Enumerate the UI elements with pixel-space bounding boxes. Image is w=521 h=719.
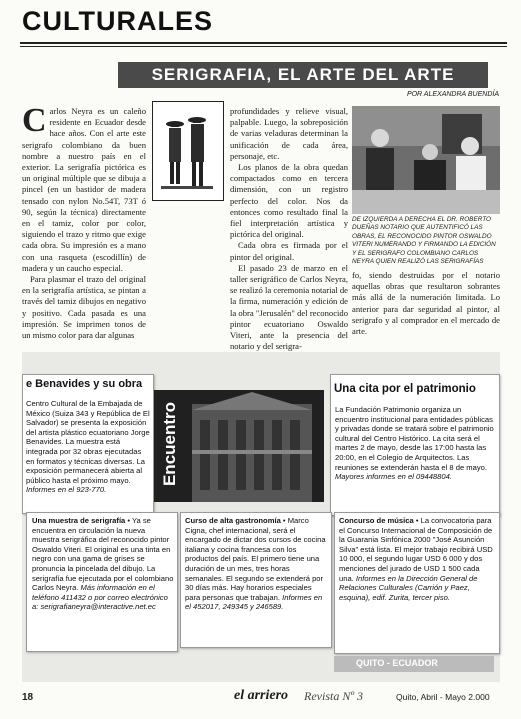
encuentro-label: Encuentro (160, 401, 179, 487)
clipping-musica (334, 512, 500, 654)
header-rule (20, 42, 507, 44)
clipping-gastronomia-text: • Marco Cigna, chef internacional, será el encargado de dictar dos cursos de cocina italiana y cocina francesa con los productos del país. El primero tiene una duración de un mes, tres horas semanales. El segundo se extenderá por 30 días más. Hay horarios especiales para personas que trabajan. (185, 516, 326, 602)
clipping-stamp: QUITO - ECUADOR (356, 658, 438, 668)
article-column-3 (352, 270, 500, 337)
clipping-benavides-text: Centro Cultural de la Embajada de México (Suiza 343 y República de El Salvador) se presenta la exposición del artista plástico ecuatoriano Jorge Benavides. La muestra está integrada por 32 obras ejecutadas en formatos y técnicas diversas. La exposición permanecerá abierta al público hasta el próximo mayo. (26, 399, 150, 485)
dropcap: C (22, 102, 47, 139)
clipping-gastronomia-body (185, 516, 327, 612)
clipping-patrimonio-body (335, 405, 495, 482)
clipping-stamp-strip (334, 656, 494, 672)
ceremony-photo (352, 106, 500, 214)
clipping-serigrafia-body (32, 516, 174, 612)
clipping-benavides-title: e Benavides y su obra (26, 378, 143, 390)
clipping-gastronomia-info: Informes en el 452017, 249345 y 246589. (185, 592, 323, 612)
column-1-paragraph-1: arlos Neyra es un caleño residente en Ecuador desde hace años. Con el arte este serigrafo colombiano da buen nombre a nuestro país en el exterior. La serigrafía pictórica es un original múltiple que se dibuja a pincel (en un bastidor de madera tensado con nylon No.54T, 73T ó 90, según la técnica) directamente en el tamiz, color por color, siguiendo el trazo y ritmo que exige cada obra. Su impresión es a mano con una rasqueta (escodillín) de madera y un caucho especial. (22, 106, 146, 273)
artwork-figures-icon (153, 102, 223, 200)
article-column-1 (22, 102, 146, 341)
header-rule-thin (20, 46, 507, 47)
clipping-patrimonio-title: Una cita por el patrimonio (334, 383, 476, 395)
clipping-benavides (22, 374, 154, 514)
clipping-patrimonio (330, 374, 500, 516)
column-2-paragraph-4: El pasado 23 de marzo en el taller serigráfico de Carlos Neyra, se realizó la ceremonia notarial de la firma, numeración y edición de la obra "Jerusalén" del reconocido pintor ecuatoriano Oswaldo Viteri, ante la presencia del notario y del serigra- (230, 262, 348, 352)
clipping-serigrafia-info: Más información en el teléfono 411432 o por correo electrónico a: serigrafianeyra@interactive.net.ec (32, 583, 168, 612)
byline: POR ALEXANDRA BUENDÍA (406, 91, 499, 98)
clipping-patrimonio-text: La Fundación Patrimonio organiza un encuentro institucional para entidades públicas y privadas donde se tratará sobre el patrimonio cultural del Centro Histórico. La cita será el martes 2 de mayo, desde las 17:00 hasta las 20:00, en el Colegio de Arquitectos. Las reuniones se extenderán hasta el 8 de mayo. (335, 405, 494, 472)
article-title: SERIGRAFIA, EL ARTE DEL ARTE (118, 62, 488, 88)
clipping-musica-info: Informes en la Dirección General de Relaciones Culturales (Carrión y Paez, esquina), edif. Zurita, tercer piso. (339, 573, 478, 602)
issue-date: Quito, Abril - Mayo 2.000 (396, 692, 490, 702)
column-2-paragraph-1: profundidades y relieve visual, palpable. Luego, la sobreposición de varias veladuras determinan la unificación de cada área, personaje, etc. (230, 106, 348, 161)
column-1-paragraph-2: Para plasmar el trazo del original en la serigrafía artística, se pintan a través del tamiz dibujos en negativo y positivo. Cada pasada es una impresión. Se imprimen tonos de un mismo color para dar algunas (22, 274, 146, 341)
clipping-serigrafia (26, 512, 178, 652)
artwork-image (152, 101, 224, 201)
article-column-2 (230, 106, 348, 352)
clipping-benavides-info: Informes en el 923-770. (26, 485, 107, 495)
handwritten-note: Revista Nº 3 (304, 689, 364, 703)
clipping-serigrafia-title: Una muestra de serigrafía (32, 516, 126, 525)
section-title: CULTURALES (22, 6, 213, 36)
clipping-serigrafia-text: • Ya se encuentra en circulación la nueva muestra serigráfica del reconocido pintor Oswaldo Viteri. El original es una tinta en negro con una gama de grises se pronuncia la pincelada del dibujo. La serigrafía fue ejecutada por el colombiano Carlos Neyra. (32, 516, 174, 593)
clipping-musica-text: • La convocatoria para el Concurso Internacional de Composición de la Guarania Sinfónica 2000 "José Asunción Silva" está lista. El mejor trabajo recibirá USD 10 000, el segundo lugar USD 6 000 y dos menciones del jurado de USD 1 500 cada una. (339, 516, 493, 583)
clipping-musica-title: Concurso de música (339, 516, 414, 525)
clipping-benavides-body (26, 399, 150, 495)
clipping-gastronomia (180, 512, 332, 648)
clipping-patrimonio-info: Mayores informes en el 09448804. (335, 472, 452, 482)
clipping-musica-body (339, 516, 495, 602)
photo-caption: DE IZQUIERDA A DERECHA EL DR. ROBERTO DUEÑAS NOTARIO QUE AUTENTIFICÓ LAS OBRAS, EL RECONOCIDO PINTOR OSWALDO VITERI NUMERANDO Y FIRMANDO LA EDICIÓN Y EL SERIGRAFO COLOMBIANO CARLOS NEYRA QUIEN REALIZÓ LAS SERIGRAFÍAS (352, 216, 496, 266)
magazine-logo: el arriero (234, 688, 289, 703)
clipping-gastronomia-title: Curso de alta gastronomía (185, 516, 281, 525)
column-2-paragraph-2: Los planos de la obra quedan compactados como en tercera dimensión, con un registro perfecto del color. Nos da entonces como resultado final la fiel interpretación artística y pictórica del original. (230, 162, 348, 240)
column-3-paragraph-1: fo, siendo destruidas por el notario aquellas obras que resultaron sobrantes más allá de la numeración limitada. Lo anterior para dar seguridad al pintor, al serigrafo y al comprador en el mercado de arte. (352, 270, 500, 337)
page-number: 18 (22, 692, 34, 703)
encuentro-image (154, 390, 324, 502)
column-2-paragraph-3: Cada obra es firmada por el pintor del original. (230, 240, 348, 262)
encuentro-label-box (156, 396, 182, 496)
ceremony-photo-people-icon (352, 106, 500, 214)
